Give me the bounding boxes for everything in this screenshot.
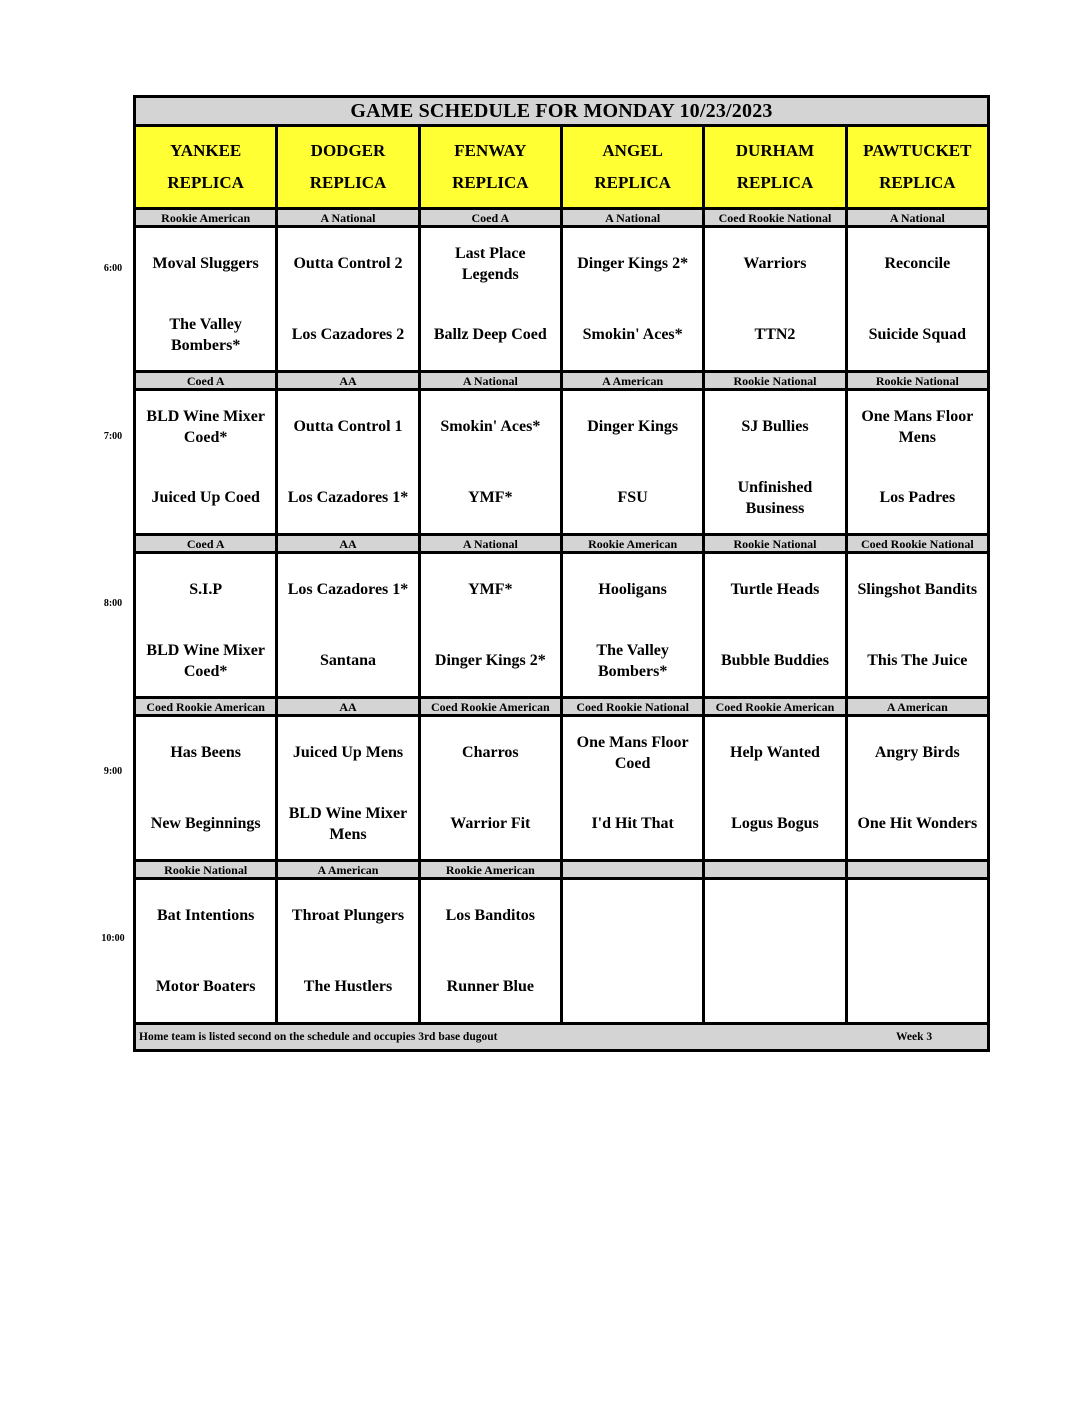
game-cell xyxy=(419,553,561,698)
field-header xyxy=(135,126,277,209)
home-team: The Valley Bombers* xyxy=(596,641,669,680)
time-label: 8:00 xyxy=(103,598,123,609)
home-team: Los Padres xyxy=(879,489,956,506)
league-label: A American xyxy=(277,861,419,879)
home-team xyxy=(705,951,844,1022)
league-label: Rookie American xyxy=(135,209,277,227)
field-header xyxy=(419,126,561,209)
time-label: 6:00 xyxy=(103,263,123,274)
away-team: Angry Birds xyxy=(874,744,960,761)
league-label: A National xyxy=(277,209,419,227)
home-team: FSU xyxy=(617,489,648,506)
field-sub: REPLICA xyxy=(452,173,529,192)
league-label: Rookie National xyxy=(846,372,988,390)
league-label: AA xyxy=(277,698,419,716)
home-team: One Hit Wonders xyxy=(857,815,978,832)
field-header xyxy=(277,126,419,209)
away-team: Reconcile xyxy=(884,255,951,272)
game-cell xyxy=(135,227,277,372)
game-row xyxy=(135,879,989,1024)
field-name: PAWTUCKET xyxy=(863,141,972,160)
field-name: DODGER xyxy=(310,141,386,160)
field-name: FENWAY xyxy=(454,141,527,160)
away-team: Turtle Heads xyxy=(730,581,820,598)
away-team: Dinger Kings 2* xyxy=(577,255,689,272)
home-team: Juiced Up Coed xyxy=(151,489,260,506)
league-label: AA xyxy=(277,535,419,553)
away-team: One Mans Floor Coed xyxy=(576,733,689,772)
footer xyxy=(135,1024,989,1051)
league-label: Coed A xyxy=(135,372,277,390)
league-label: Rookie American xyxy=(419,861,561,879)
league-label: Coed Rookie American xyxy=(135,698,277,716)
away-team: Throat Plungers xyxy=(291,907,405,924)
league-row xyxy=(135,698,989,716)
away-team: Outta Control 2 xyxy=(293,255,403,272)
game-cell xyxy=(135,879,277,1024)
game-cell xyxy=(704,227,846,372)
league-label xyxy=(704,861,846,879)
game-cell xyxy=(419,390,561,535)
away-team: One Mans Floor Mens xyxy=(861,407,974,446)
field-sub: REPLICA xyxy=(309,173,387,192)
league-row xyxy=(135,535,989,553)
field-name: DURHAM xyxy=(735,141,815,160)
game-cell xyxy=(704,879,846,1024)
game-cell xyxy=(277,390,419,535)
league-label: A National xyxy=(846,209,988,227)
game-cell xyxy=(846,390,988,535)
home-team: BLD Wine Mixer Coed* xyxy=(146,641,265,680)
home-team xyxy=(563,951,702,1022)
game-cell xyxy=(846,553,988,698)
home-team: BLD Wine Mixer Mens xyxy=(288,804,408,843)
home-team: This The Juice xyxy=(867,652,968,669)
league-label: A American xyxy=(846,698,988,716)
field-sub: REPLICA xyxy=(879,173,956,192)
game-cell xyxy=(277,227,419,372)
away-team xyxy=(563,880,702,951)
away-team: Dinger Kings xyxy=(587,418,679,435)
home-team: Warrior Fit xyxy=(450,815,531,832)
home-team: Suicide Squad xyxy=(868,326,967,343)
game-cell xyxy=(419,879,561,1024)
home-team: Bubble Buddies xyxy=(720,652,829,669)
league-label: Coed A xyxy=(419,209,561,227)
home-team xyxy=(848,951,987,1022)
away-team xyxy=(705,880,844,951)
game-cell xyxy=(704,553,846,698)
away-team: YMF* xyxy=(468,581,513,598)
league-row xyxy=(135,861,989,879)
game-cell xyxy=(135,553,277,698)
league-label: Coed Rookie American xyxy=(704,698,846,716)
league-label: AA xyxy=(277,372,419,390)
away-team: S.I.P xyxy=(189,581,223,598)
game-cell xyxy=(135,390,277,535)
home-team-note: Home team is listed second on the schedule and occupies 3rd base dugout xyxy=(139,1031,498,1043)
field-sub: REPLICA xyxy=(594,173,671,192)
field-sub: REPLICA xyxy=(167,173,244,192)
league-label: Rookie National xyxy=(704,535,846,553)
league-label: Coed Rookie American xyxy=(419,698,561,716)
game-cell xyxy=(846,879,988,1024)
footer-row xyxy=(135,1024,989,1051)
field-name: YANKEE xyxy=(170,141,242,160)
game-cell xyxy=(277,553,419,698)
home-team: I'd Hit That xyxy=(591,815,674,832)
game-cell xyxy=(277,879,419,1024)
away-team: Juiced Up Mens xyxy=(292,744,404,761)
home-team: Logus Bogus xyxy=(731,815,819,832)
away-team: Los Banditos xyxy=(445,907,535,924)
league-row xyxy=(135,372,989,390)
game-row xyxy=(135,716,989,861)
field-header xyxy=(704,126,846,209)
away-team: Outta Control 1 xyxy=(293,418,403,435)
league-label: Rookie National xyxy=(704,372,846,390)
away-team: Smokin' Aces* xyxy=(440,418,541,435)
home-team: Dinger Kings 2* xyxy=(434,652,546,669)
home-team: Unfinished Business xyxy=(737,478,813,517)
title-row xyxy=(135,97,989,126)
home-team: Motor Boaters xyxy=(155,978,256,995)
league-label: Coed Rookie National xyxy=(704,209,846,227)
schedule-sheet xyxy=(133,95,990,1052)
home-team: Santana xyxy=(319,652,376,669)
time-label: 10:00 xyxy=(101,933,125,944)
league-label: A National xyxy=(419,372,561,390)
home-team: Smokin' Aces* xyxy=(582,326,683,343)
home-team: Runner Blue xyxy=(446,978,534,995)
home-team: Los Cazadores 2 xyxy=(291,326,405,343)
game-row xyxy=(135,553,989,698)
game-cell xyxy=(419,716,561,861)
home-team: Los Cazadores 1* xyxy=(287,489,409,506)
away-team: Last Place Legends xyxy=(454,244,526,283)
time-label: 7:00 xyxy=(103,431,123,442)
game-cell xyxy=(846,716,988,861)
game-cell xyxy=(561,553,703,698)
league-label xyxy=(561,861,703,879)
game-cell xyxy=(846,227,988,372)
away-team: Help Wanted xyxy=(730,744,820,761)
away-team: Bat Intentions xyxy=(156,907,255,924)
league-label: A American xyxy=(561,372,703,390)
schedule-table xyxy=(133,95,990,1052)
field-name: ANGEL xyxy=(602,141,663,160)
home-team: Ballz Deep Coed xyxy=(433,326,547,343)
home-team: YMF* xyxy=(468,489,513,506)
schedule-title: GAME SCHEDULE FOR MONDAY 10/23/2023 xyxy=(135,97,989,126)
away-team: Has Beens xyxy=(170,744,241,761)
field-header-row xyxy=(135,126,989,209)
away-team xyxy=(848,880,987,951)
game-row xyxy=(135,227,989,372)
away-team: Moval Sluggers xyxy=(152,255,259,272)
league-label: A National xyxy=(561,209,703,227)
league-label: Coed Rookie National xyxy=(846,535,988,553)
league-label xyxy=(846,861,988,879)
game-cell xyxy=(561,879,703,1024)
away-team: Charros xyxy=(462,744,519,761)
field-header xyxy=(561,126,703,209)
away-team: Los Cazadores 1* xyxy=(287,581,409,598)
field-sub: REPLICA xyxy=(736,173,814,192)
game-row xyxy=(135,390,989,535)
home-team: TTN2 xyxy=(754,326,796,343)
game-cell xyxy=(561,390,703,535)
game-cell xyxy=(704,716,846,861)
game-cell xyxy=(135,716,277,861)
game-cell xyxy=(419,227,561,372)
league-label: Rookie American xyxy=(561,535,703,553)
away-team: SJ Bullies xyxy=(741,418,809,435)
league-label: Coed A xyxy=(135,535,277,553)
home-team: The Valley Bombers* xyxy=(169,315,242,354)
home-team: New Beginnings xyxy=(150,815,261,832)
league-label: Coed Rookie National xyxy=(561,698,703,716)
game-cell xyxy=(561,716,703,861)
away-team: BLD Wine Mixer Coed* xyxy=(146,407,265,446)
home-team: The Hustlers xyxy=(303,978,393,995)
game-cell xyxy=(704,390,846,535)
game-cell xyxy=(277,716,419,861)
game-cell xyxy=(561,227,703,372)
away-team: Slingshot Bandits xyxy=(857,581,978,598)
week-label: Week 3 xyxy=(896,1031,933,1043)
field-header xyxy=(846,126,988,209)
away-team: Hooligans xyxy=(598,581,667,598)
league-row xyxy=(135,209,989,227)
time-label: 9:00 xyxy=(103,766,123,777)
away-team: Warriors xyxy=(743,255,807,272)
league-label: A National xyxy=(419,535,561,553)
league-label: Rookie National xyxy=(135,861,277,879)
